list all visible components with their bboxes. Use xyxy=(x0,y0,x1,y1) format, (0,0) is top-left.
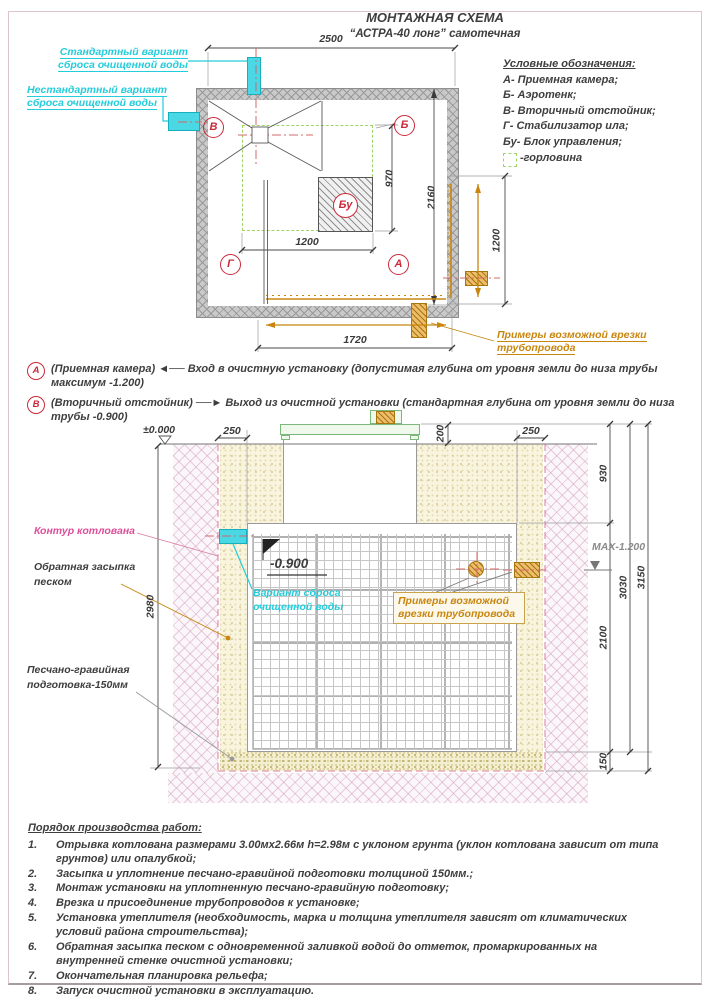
step-text: Установка утеплителя (необходимость, марка и толщина утеплителя зависят от климатических условий района строительства); xyxy=(56,911,628,939)
plan-pipes-note-line2: трубопровода xyxy=(497,342,576,354)
callout-standard-line1: Стандартный вариант xyxy=(59,46,188,58)
dim-lid-height: 200 xyxy=(434,424,447,443)
note-outlet-text: (Вторичный отстойник) ──► Выход из очистной установки (стандартная глубина от уровня земли до низа трубы -0.900) xyxy=(51,397,675,423)
step-text: Окончательная планировка рельефа; xyxy=(56,969,268,982)
note-outlet xyxy=(27,396,683,424)
section-pipes-note xyxy=(393,592,525,624)
plan-label-bu: Бу xyxy=(333,193,358,218)
legend-title: Условные обозначения: xyxy=(503,58,636,70)
procedure-step xyxy=(28,911,694,940)
dim-neck-height: 930 xyxy=(597,464,610,483)
plan-label-b: Б xyxy=(394,115,415,136)
plan-pipes-note xyxy=(497,329,647,355)
page-subtitle: “АСТРА-40 лонг” самотечная xyxy=(349,28,521,40)
procedure-step xyxy=(28,881,694,896)
procedure-step xyxy=(28,940,694,969)
dim-plan-width: 2500 xyxy=(319,33,343,45)
legend-item-b: Б- Аэротенк; xyxy=(503,89,577,102)
step-text: Засыпка и уплотнение песчано-гравийной подготовки толщиной 150мм.; xyxy=(56,867,474,880)
procedure-step xyxy=(28,867,694,882)
dim-plan-bottom-zone: 1720 xyxy=(343,334,367,346)
dim-pit-depth: 2980 xyxy=(144,594,157,619)
callout-bedding xyxy=(27,663,130,693)
dim-gap-left: 250 xyxy=(223,425,241,437)
procedure-step xyxy=(28,969,694,984)
plan-label-g: Г xyxy=(220,254,241,275)
section-pipes-note-line1: Примеры возможной xyxy=(398,595,509,607)
step-number: 2. xyxy=(28,867,38,880)
step-text: Монтаж установки на уплотненную песчано-гравийную подготовку; xyxy=(56,882,450,895)
note-inlet-text: (Приемная камера) ◄── Вход в очистную установку (допустимая глубина от уровня земли до низа трубы максимум -1.200) xyxy=(51,363,658,389)
step-text: Отрывка котлована размерами 3.00мх2.66м h=2.98м с уклоном грунта (уклон котлована зависит от типа грунтов) или опалубкой; xyxy=(56,838,659,866)
callout-bedding-line2: подготовка-150мм xyxy=(27,679,128,691)
note-inlet-badge: А xyxy=(27,362,45,380)
plan-pipes-note-line1: Примеры возможной врезки xyxy=(497,329,647,341)
callout-nonstandard-discharge xyxy=(27,84,167,110)
dim-plan-depth: 2160 xyxy=(425,185,438,210)
procedure-title: Порядок производства работ: xyxy=(28,822,202,834)
step-text: Обратная засыпка песком с одновременной заливкой водой до отметок, промаркированных на внутренней стенке очистной установки; xyxy=(56,940,598,968)
legend-item-neck xyxy=(503,151,656,167)
level-discharge: -0.900 xyxy=(270,556,309,571)
callout-backfill xyxy=(34,560,135,590)
callout-backfill-line2: песком xyxy=(34,576,72,588)
dim-plan-inlet-zone: 1200 xyxy=(490,228,503,253)
dim-bedding: 150 xyxy=(597,752,610,771)
dim-gap-right: 250 xyxy=(522,425,540,437)
step-number: 7. xyxy=(28,969,38,982)
step-text: Врезка и присоединение трубопроводов к установке; xyxy=(56,896,360,909)
dim-plan-neck-width: 1200 xyxy=(295,236,319,248)
legend-item-v: В- Вторичный отстойник; xyxy=(503,104,656,117)
step-number: 5. xyxy=(28,911,38,924)
step-number: 1. xyxy=(28,838,38,851)
step-number: 3. xyxy=(28,882,38,895)
callout-standard-discharge xyxy=(50,46,188,72)
callout-nonstandard-line1: Нестандартный вариант xyxy=(27,84,168,96)
page-title: МОНТАЖНАЯ СХЕМА xyxy=(366,10,504,25)
step-number: 4. xyxy=(28,896,38,909)
procedure-list xyxy=(28,821,694,998)
level-zero: ±0.000 xyxy=(142,424,176,436)
dim-tank-total: 3030 xyxy=(617,575,630,600)
section-pipes-note-line2: врезки трубопровода xyxy=(398,608,516,620)
discharge-callout-line2: очищенной воды xyxy=(253,601,344,613)
legend-neck-label: -горловина xyxy=(520,151,583,164)
level-max: МАХ-1.200 xyxy=(592,541,646,553)
plan-label-a: А xyxy=(388,254,409,275)
plan-label-v: В xyxy=(203,117,224,138)
callout-standard-line2: сброса очищенной воды xyxy=(58,59,188,71)
procedure-step xyxy=(28,984,694,999)
procedure-step xyxy=(28,838,694,867)
legend-item-bu: Бу- Блок управления; xyxy=(503,135,623,148)
legend-item-g: Г- Стабилизатор ила; xyxy=(503,120,629,133)
step-text: Запуск очистной установки в эксплуатацию. xyxy=(56,984,315,997)
step-number: 6. xyxy=(28,940,38,953)
callout-nonstandard-line2: сброса очищенной воды xyxy=(27,97,157,109)
note-outlet-badge: В xyxy=(27,396,45,414)
legend xyxy=(503,57,656,166)
callout-bedding-line1: Песчано-гравийная xyxy=(27,664,130,676)
neck-symbol-icon xyxy=(503,153,517,167)
legend-item-a: А- Приемная камера; xyxy=(503,73,619,86)
section-discharge-callout xyxy=(253,586,343,614)
procedure-step xyxy=(28,896,694,911)
callout-backfill-line1: Обратная засыпка xyxy=(34,561,136,573)
dim-body-height: 2100 xyxy=(597,625,610,650)
step-number: 8. xyxy=(28,984,38,997)
dim-plan-neck-height: 970 xyxy=(383,169,396,188)
discharge-callout-line1: Вариант сброса xyxy=(253,587,341,599)
dim-total: 3150 xyxy=(635,565,648,590)
callout-pit-contour: Контур котлована xyxy=(34,525,136,537)
note-inlet xyxy=(27,362,683,390)
